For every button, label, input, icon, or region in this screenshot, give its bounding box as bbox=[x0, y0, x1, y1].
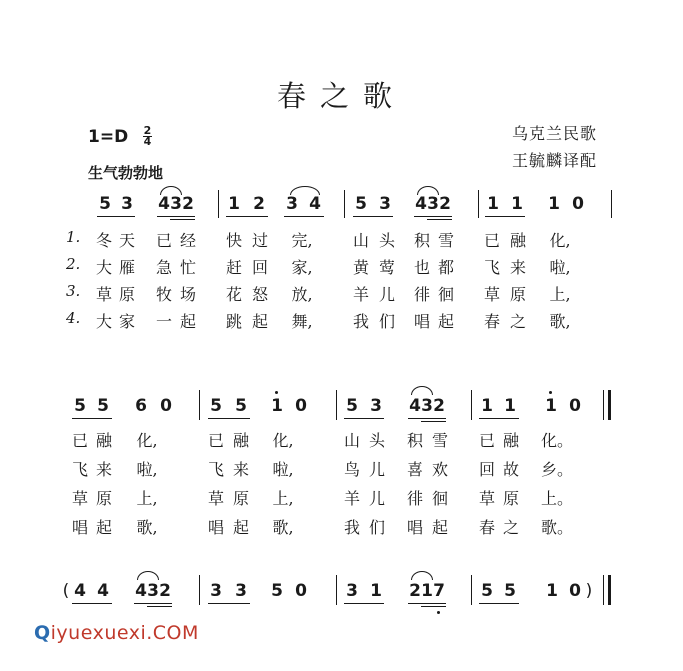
note: 0 bbox=[569, 396, 581, 416]
underline bbox=[408, 603, 446, 604]
lyric-char: 都 bbox=[437, 258, 455, 277]
note: 2 bbox=[253, 194, 265, 214]
bar-line bbox=[344, 190, 345, 218]
lyric-char: 场 bbox=[179, 285, 197, 304]
lyric-char: 草 bbox=[478, 489, 496, 508]
note: 5 bbox=[235, 396, 247, 416]
lyric-char: 徘 bbox=[413, 285, 431, 304]
lyric-char: 起 bbox=[437, 312, 455, 331]
note: 0 bbox=[572, 194, 584, 214]
note: 1 bbox=[487, 194, 499, 214]
note: 3 bbox=[379, 194, 391, 214]
verse-number: 1. bbox=[66, 228, 81, 246]
underline bbox=[170, 219, 195, 220]
note: 3 bbox=[147, 581, 159, 601]
note: 3 bbox=[210, 581, 222, 601]
lyric-char: 草 bbox=[207, 489, 225, 508]
lyric-char: 怒 bbox=[251, 285, 269, 304]
underline bbox=[427, 219, 452, 220]
lyric-char: 黄 bbox=[352, 258, 370, 277]
underline bbox=[414, 216, 452, 217]
note: 3 bbox=[346, 581, 358, 601]
note: 1 bbox=[228, 194, 240, 214]
lyric-char: 已 bbox=[155, 231, 173, 250]
lyric-char: 也 bbox=[413, 258, 431, 277]
bar-line bbox=[478, 190, 479, 218]
lyric-char: 欢 bbox=[431, 460, 449, 479]
bar-line bbox=[336, 575, 337, 605]
lyric-char: 我 bbox=[343, 518, 361, 537]
underline bbox=[344, 603, 384, 604]
lyric-char: 起 bbox=[251, 312, 269, 331]
note: 1 bbox=[545, 396, 557, 416]
lyric-char: 山 bbox=[352, 231, 370, 250]
lyric-char: 春 bbox=[478, 518, 496, 537]
lyric-char: 回 bbox=[478, 460, 496, 479]
lyric-char: 雁 bbox=[118, 258, 136, 277]
note: 2 bbox=[439, 194, 451, 214]
note: 4 bbox=[135, 581, 147, 601]
lyric-char: 花 bbox=[225, 285, 243, 304]
lyric-char: 之 bbox=[509, 312, 527, 331]
lyric-char: 鸟 bbox=[343, 460, 361, 479]
lyric-char: 飞 bbox=[483, 258, 501, 277]
lyric-char: 春 bbox=[483, 312, 501, 331]
lyrics-line bbox=[0, 282, 683, 308]
underline bbox=[344, 418, 384, 419]
lyric-char: 回 bbox=[251, 258, 269, 277]
note: 1 bbox=[546, 581, 558, 601]
lyric-char: 原 bbox=[232, 489, 250, 508]
lyrics-line bbox=[0, 309, 683, 335]
lyric-char: 上, bbox=[272, 489, 294, 508]
page-title: 春之歌 bbox=[276, 79, 406, 113]
octave-dot-low bbox=[437, 611, 440, 614]
lyric-char: 乡。 bbox=[540, 460, 574, 479]
note: 4 bbox=[97, 581, 109, 601]
final-bar-thin bbox=[603, 390, 604, 420]
lyrics-line bbox=[0, 515, 683, 541]
lyric-char: 徊 bbox=[431, 489, 449, 508]
bar-line bbox=[199, 390, 200, 420]
underline bbox=[97, 216, 135, 217]
lyric-char: 啦, bbox=[549, 258, 571, 277]
lyric-char: 家 bbox=[118, 312, 136, 331]
watermark-q: Q bbox=[34, 622, 51, 644]
tie bbox=[411, 571, 433, 580]
lyric-char: 歌。 bbox=[540, 518, 574, 537]
lyric-char: 故 bbox=[502, 460, 520, 479]
lyric-char: 唱 bbox=[207, 518, 225, 537]
bar-line bbox=[336, 390, 337, 420]
lyric-char: 我 bbox=[352, 312, 370, 331]
bar-line bbox=[218, 190, 219, 218]
note: 0 bbox=[295, 581, 307, 601]
lyric-char: 跳 bbox=[225, 312, 243, 331]
note: 5 bbox=[99, 194, 111, 214]
lyrics-line bbox=[0, 457, 683, 483]
note: 2 bbox=[159, 581, 171, 601]
verse-number: 4. bbox=[66, 309, 81, 327]
lyric-char: 来 bbox=[95, 460, 113, 479]
underline bbox=[134, 603, 172, 604]
note: 3 bbox=[235, 581, 247, 601]
lyric-char: 急 bbox=[155, 258, 173, 277]
lyric-char: 草 bbox=[95, 285, 113, 304]
lyric-char: 完, bbox=[291, 231, 313, 250]
lyric-char: 莺 bbox=[378, 258, 396, 277]
lyric-char: 忙 bbox=[179, 258, 197, 277]
lyric-char: 原 bbox=[502, 489, 520, 508]
time-signature-top: 2 bbox=[143, 124, 152, 137]
lyric-char: 徊 bbox=[437, 285, 455, 304]
lyric-char: 已 bbox=[483, 231, 501, 250]
note: 2 bbox=[409, 581, 421, 601]
underline bbox=[479, 603, 519, 604]
tie bbox=[160, 186, 182, 195]
lyric-char: 歌, bbox=[136, 518, 158, 537]
underline bbox=[157, 216, 195, 217]
lyric-char: 歌, bbox=[272, 518, 294, 537]
lyric-char: 山 bbox=[343, 431, 361, 450]
close-parenthesis: ) bbox=[585, 581, 593, 601]
lyric-char: 头 bbox=[368, 431, 386, 450]
lyric-char: 大 bbox=[95, 258, 113, 277]
note: 1 bbox=[511, 194, 523, 214]
lyric-char: 一 bbox=[155, 312, 173, 331]
lyric-char: 儿 bbox=[378, 285, 396, 304]
lyric-char: 飞 bbox=[207, 460, 225, 479]
notation-row-3 bbox=[0, 573, 683, 613]
lyrics-line bbox=[0, 255, 683, 281]
lyric-char: 啦, bbox=[136, 460, 158, 479]
lyric-char: 化, bbox=[272, 431, 294, 450]
lyric-char: 啦, bbox=[272, 460, 294, 479]
arranger-credit: 王毓麟译配 bbox=[512, 151, 598, 170]
lyric-char: 化。 bbox=[540, 431, 574, 450]
bar-line bbox=[471, 390, 472, 420]
lyric-char: 融 bbox=[232, 431, 250, 450]
lyric-char: 化, bbox=[136, 431, 158, 450]
lyric-char: 之 bbox=[502, 518, 520, 537]
note: 3 bbox=[427, 194, 439, 214]
lyrics-line bbox=[0, 486, 683, 512]
note: 4 bbox=[415, 194, 427, 214]
watermark bbox=[34, 622, 199, 644]
tie bbox=[411, 386, 433, 395]
lyrics-line bbox=[0, 228, 683, 254]
note: 3 bbox=[370, 396, 382, 416]
note: 5 bbox=[481, 581, 493, 601]
underline bbox=[72, 603, 112, 604]
tie bbox=[417, 186, 439, 195]
lyric-char: 融 bbox=[509, 231, 527, 250]
lyric-char: 头 bbox=[378, 231, 396, 250]
note: 5 bbox=[210, 396, 222, 416]
bar-line bbox=[471, 575, 472, 605]
note: 3 bbox=[421, 396, 433, 416]
lyric-char: 冬 bbox=[95, 231, 113, 250]
underline bbox=[208, 418, 250, 419]
lyric-char: 已 bbox=[71, 431, 89, 450]
verse-number: 3. bbox=[66, 282, 81, 300]
underline bbox=[353, 216, 393, 217]
lyric-char: 牧 bbox=[155, 285, 173, 304]
lyric-char: 上, bbox=[549, 285, 571, 304]
lyric-char: 唱 bbox=[413, 312, 431, 331]
lyric-char: 草 bbox=[71, 489, 89, 508]
bar-line bbox=[611, 190, 612, 218]
note: 0 bbox=[295, 396, 307, 416]
note: 5 bbox=[271, 581, 283, 601]
note: 1 bbox=[481, 396, 493, 416]
lyric-char: 们 bbox=[378, 312, 396, 331]
lyric-char: 起 bbox=[179, 312, 197, 331]
lyric-char: 原 bbox=[509, 285, 527, 304]
underline bbox=[421, 421, 446, 422]
lyric-char: 已 bbox=[478, 431, 496, 450]
octave-dot bbox=[549, 391, 552, 394]
open-parenthesis: ( bbox=[62, 581, 70, 601]
lyric-char: 儿 bbox=[368, 489, 386, 508]
note: 1 bbox=[548, 194, 560, 214]
lyric-char: 放, bbox=[291, 285, 313, 304]
lyric-char: 融 bbox=[95, 431, 113, 450]
note: 5 bbox=[355, 194, 367, 214]
verse-number: 2. bbox=[66, 255, 81, 273]
bar-line bbox=[199, 575, 200, 605]
lyric-char: 积 bbox=[413, 231, 431, 250]
note: 3 bbox=[286, 194, 298, 214]
underline bbox=[421, 606, 446, 607]
lyric-char: 原 bbox=[118, 285, 136, 304]
tempo-marking: 生气勃勃地 bbox=[88, 164, 164, 182]
note: 3 bbox=[121, 194, 133, 214]
note: 1 bbox=[370, 581, 382, 601]
lyric-char: 已 bbox=[207, 431, 225, 450]
note: 0 bbox=[569, 581, 581, 601]
tie bbox=[290, 186, 320, 195]
final-bar-thin bbox=[603, 575, 604, 605]
lyric-char: 大 bbox=[95, 312, 113, 331]
key-signature: 1=D bbox=[88, 127, 129, 147]
lyric-char: 草 bbox=[483, 285, 501, 304]
lyric-char: 来 bbox=[509, 258, 527, 277]
lyric-char: 天 bbox=[118, 231, 136, 250]
lyric-char: 化, bbox=[549, 231, 571, 250]
final-bar-thick bbox=[608, 390, 611, 420]
notation-row-2 bbox=[0, 388, 683, 428]
underline bbox=[479, 418, 519, 419]
note: 2 bbox=[433, 396, 445, 416]
lyric-char: 飞 bbox=[71, 460, 89, 479]
lyric-char: 上。 bbox=[540, 489, 574, 508]
note: 4 bbox=[158, 194, 170, 214]
final-bar-thick bbox=[608, 575, 611, 605]
lyric-char: 经 bbox=[179, 231, 197, 250]
origin-credit: 乌克兰民歌 bbox=[512, 124, 598, 143]
tie bbox=[137, 571, 159, 580]
lyric-char: 起 bbox=[232, 518, 250, 537]
lyrics-line bbox=[0, 428, 683, 454]
lyric-char: 雪 bbox=[431, 431, 449, 450]
notation-row-1 bbox=[0, 186, 683, 226]
note: 1 bbox=[504, 396, 516, 416]
time-signature-bottom: 4 bbox=[143, 135, 152, 148]
lyric-char: 喜 bbox=[406, 460, 424, 479]
lyric-char: 原 bbox=[95, 489, 113, 508]
note: 7 bbox=[433, 581, 445, 601]
underline bbox=[72, 418, 112, 419]
lyric-char: 起 bbox=[95, 518, 113, 537]
lyric-char: 雪 bbox=[437, 231, 455, 250]
lyric-char: 舞, bbox=[291, 312, 313, 331]
note: 5 bbox=[504, 581, 516, 601]
note: 1 bbox=[271, 396, 283, 416]
lyric-char: 家, bbox=[291, 258, 313, 277]
underline bbox=[226, 216, 268, 217]
underline bbox=[408, 418, 446, 419]
lyric-char: 积 bbox=[406, 431, 424, 450]
note: 5 bbox=[97, 396, 109, 416]
time-signature bbox=[143, 126, 152, 147]
note: 1 bbox=[421, 581, 433, 601]
note: 2 bbox=[182, 194, 194, 214]
note: 5 bbox=[346, 396, 358, 416]
note: 6 bbox=[135, 396, 147, 416]
lyric-char: 融 bbox=[502, 431, 520, 450]
lyric-char: 羊 bbox=[343, 489, 361, 508]
underline bbox=[208, 603, 250, 604]
lyric-char: 儿 bbox=[368, 460, 386, 479]
lyric-char: 快 bbox=[225, 231, 243, 250]
lyric-char: 起 bbox=[431, 518, 449, 537]
lyric-char: 赶 bbox=[225, 258, 243, 277]
lyric-char: 们 bbox=[368, 518, 386, 537]
note: 5 bbox=[74, 396, 86, 416]
lyric-char: 歌, bbox=[549, 312, 571, 331]
lyric-char: 羊 bbox=[352, 285, 370, 304]
lyric-char: 来 bbox=[232, 460, 250, 479]
underline bbox=[485, 216, 525, 217]
underline bbox=[284, 216, 324, 217]
lyric-char: 唱 bbox=[71, 518, 89, 537]
watermark-text: iyuexuexi.COM bbox=[50, 622, 199, 644]
note: 3 bbox=[170, 194, 182, 214]
lyric-char: 唱 bbox=[406, 518, 424, 537]
lyric-char: 过 bbox=[251, 231, 269, 250]
note: 4 bbox=[74, 581, 86, 601]
lyric-char: 上, bbox=[136, 489, 158, 508]
lyric-char: 徘 bbox=[406, 489, 424, 508]
note: 4 bbox=[309, 194, 321, 214]
note: 0 bbox=[160, 396, 172, 416]
note: 4 bbox=[409, 396, 421, 416]
octave-dot bbox=[275, 391, 278, 394]
underline bbox=[147, 606, 172, 607]
